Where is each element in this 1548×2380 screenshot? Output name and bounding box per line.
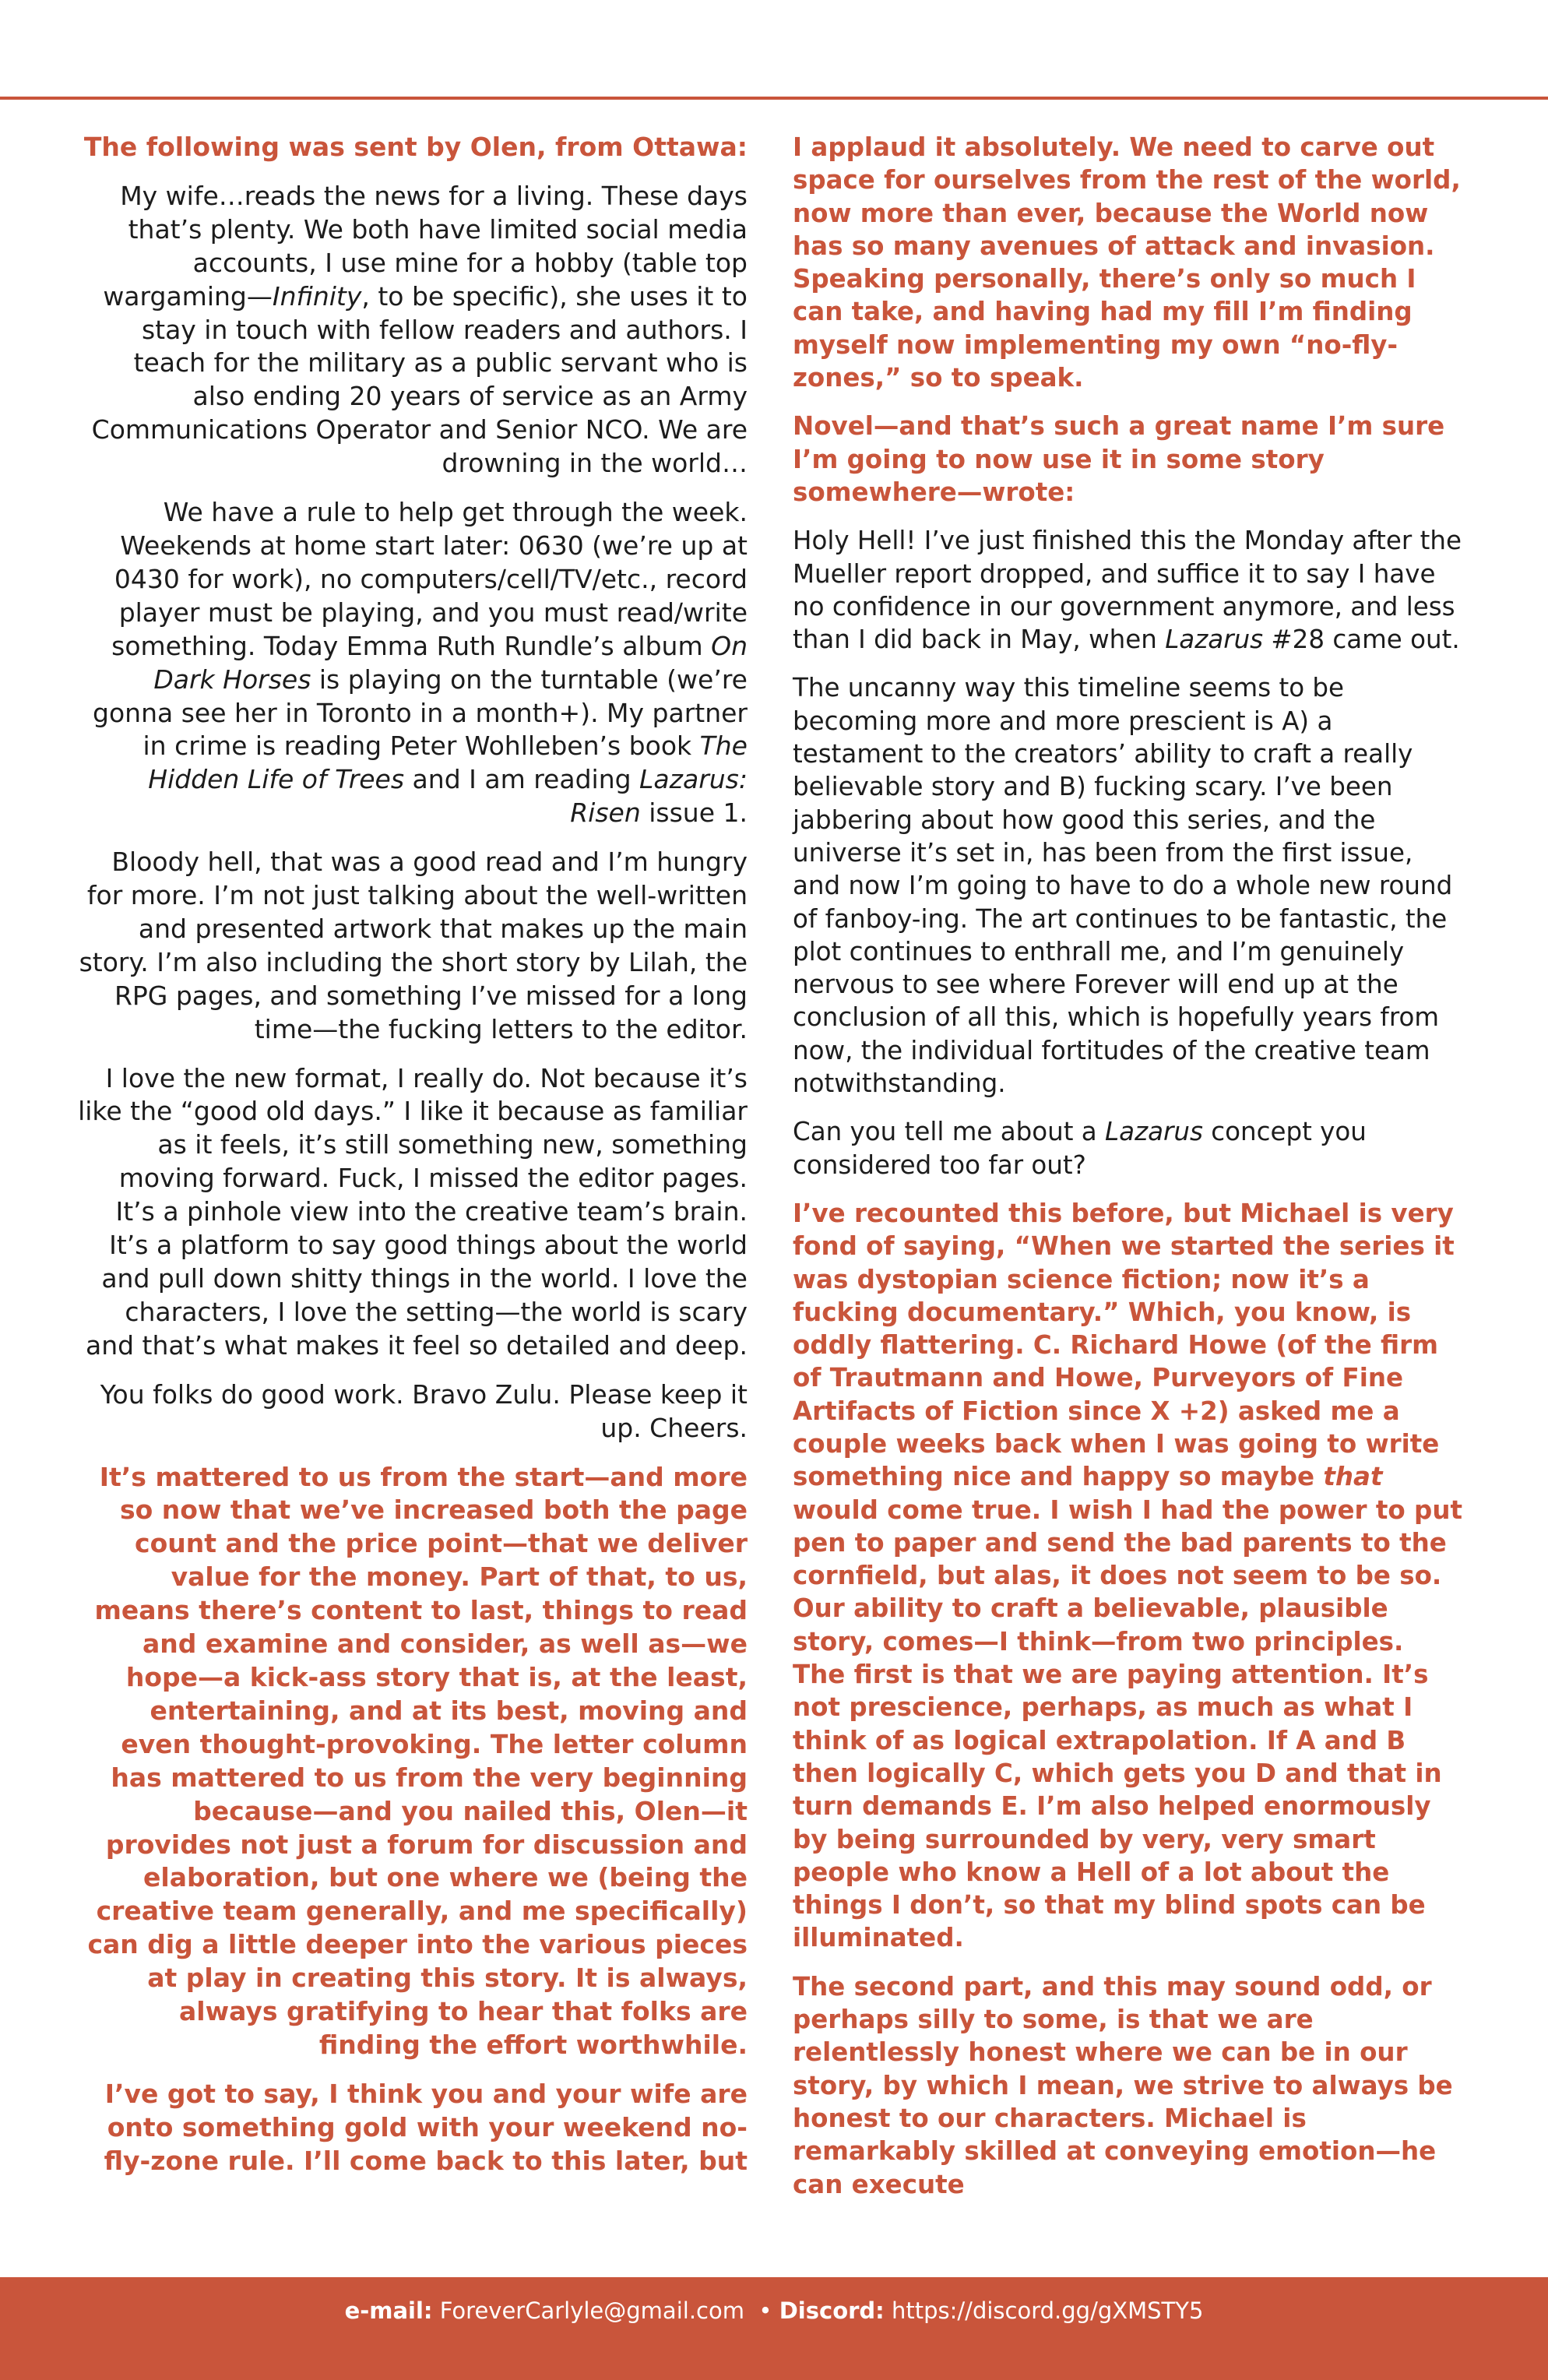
editor-reply: It’s mattered to us from the start—and more so now that we’ve increased both the page count and the price point—that we deliver value for the money. Part of that, to us, means there’s content to last, things to read and examine and consider, as well as—we hope—a kick-ass story that is, at the least, entertaining, and at its best, moving and even thought-provoking. The letter column has mattered to us from the very beginning because—and you nailed this, Olen—it provides not just a forum for discussion and elaboration, but one where we (being the creative team generally, and me specifically) can dig a little deeper into the various pieces at play in creating this story. It is always, always gratifying to hear that folks are finding the effort worthwhile. (87, 1461, 748, 2060)
letter-paragraph: The uncanny way this timeline seems to be becoming more and more prescient is A) a testament to the creators’ ability to craft a really believable story and B) fucking scary. I’ve been jabbering about how good this series, and the universe it’s set in, has been from the first issue, and now I’m going to have to do a whole new round of fanboy-ing. The art continues to be fantastic, the plot continues to enthrall me, and I’m genuinely nervous to see where Forever will end up at the conclusion of all this, which is hopefully years from now, the individual fortitudes of the creative team notwithstanding. (793, 673, 1453, 1099)
left-column (78, 131, 748, 2194)
footer-contact (0, 2277, 1548, 2344)
editor-reply: I’ve recounted this before, but Michael is very fond of saying, “When we started the series it was dystopian science fiction; now it’s a fucking documentary.” Which, you know, is oddly flattering. C. Richard Howe (of the firm of Trautmann and Howe, Purveyors of Fine Artifacts of Fiction since X +2) asked me a couple weeks back when I was going to write something nice and happy so maybe that would come true. I wish I had the power to put pen to paper and send the bad parents to the cornfield, but alas, it does not seem to be so. Our ability to craft a believable, plausible story, comes—I think—from two principles. The first is that we are paying attention. It’s not prescience, perhaps, as much as what I think of as logical extrapolation. If A and B then logically C, which gets you D and that in turn demands E. I’m also helped enormously by being surrounded by very, very smart people who know a Hell of a lot about the things I don’t, so that my blind spots can be illuminated. (793, 1198, 1462, 1953)
letter-signoff: You folks do good work. Bravo Zulu. Please keep it up. Cheers. (100, 1378, 748, 1443)
letter-paragraph: I love the new format, I really do. Not because it’s like the “good old days.” I like it because as familiar as it feels, it’s still something new, something moving forward. Fuck, I missed the editor pages. It’s a pinhole view into the creative team’s brain. It’s a platform to say good things about the world and pull down shitty things in the world. I love the characters, I love the setting—the world is scary and that’s what makes it feel so detailed and deep. (78, 1062, 748, 1361)
right-column (793, 131, 1462, 2216)
letter-paragraph: Can you tell me about a Lazarus concept you considered too far out? (793, 1117, 1367, 1180)
email-link[interactable]: ForeverCarlyle@gmail.com (439, 2297, 744, 2324)
editor-reply-continued: I applaud it absolutely. We need to carve out space for ourselves from the rest of the world, now more than ever, because the World now has so many avenues of attack and invasion. Speaking personally, there’s only so much I can take, and having had my fill I’m finding myself now implementing my own “no-fly-zones,” so to speak. (793, 132, 1461, 393)
footer-separator: • (758, 2297, 772, 2324)
letter-heading-olen: The following was sent by Olen, from Ottawa: (83, 132, 748, 162)
letter-paragraph: My wife…reads the news for a living. These days that’s plenty. We both have limited social media accounts, I use mine for a hobby (table top wargaming—Infinity, to be specific), she uses it to stay in touch with fellow readers and authors. I teach for the military as a public servant who is also ending 20 years of service as an Army Communications Operator and Senior NCO. We are drowning in the world… (91, 180, 748, 479)
discord-link[interactable]: https://discord.gg/gXMSTY5 (892, 2297, 1204, 2324)
letter-paragraph: We have a rule to help get through the week. Weekends at home start later: 0630 (we’re up at 0430 for work), no computers/cell/TV/etc., record player must be playing, and you must read/write something. Today Emma Ruth Rundle’s album On Dark Horses is playing on the turntable (we’re gonna see her in Toronto in a month+). My partner in crime is reading Peter Wohlleben’s book The Hidden Life of Trees and I am reading Lazarus: Risen issue 1. (93, 497, 748, 829)
letter-paragraph: Bloody hell, that was a good read and I’m hungry for more. I’m not just talking about the well-written and presented artwork that makes up the main story. I’m also including the short story by Lilah, the RPG pages, and something I’ve missed for a long time—the fucking letters to the editor. (79, 847, 748, 1044)
top-divider (0, 97, 1548, 100)
editor-reply: I’ve got to say, I think you and your wife are onto something gold with your weekend no-fly-zone rule. I’ll come back to this later, but (104, 2078, 748, 2176)
letter-heading-novel: Novel—and that’s such a great name I’m sure I’m going to now use it in some story somewhere—wrote: (793, 411, 1445, 507)
email-label: e-mail: (344, 2297, 433, 2324)
letter-paragraph: Holy Hell! I’ve just finished this the Monday after the Mueller report dropped, and suffice it to say I have no confidence in our government anymore, and less than I did back in May, when Lazarus #28 came out. (793, 526, 1462, 655)
discord-label: Discord: (779, 2297, 885, 2324)
editor-reply: The second part, and this may sound odd, or perhaps silly to some, is that we are relentlessly honest where we can be in our story, by which I mean, we strive to always be honest to our characters. Michael is remarkably skilled at conveying emotion—he can execute (793, 1971, 1453, 2199)
